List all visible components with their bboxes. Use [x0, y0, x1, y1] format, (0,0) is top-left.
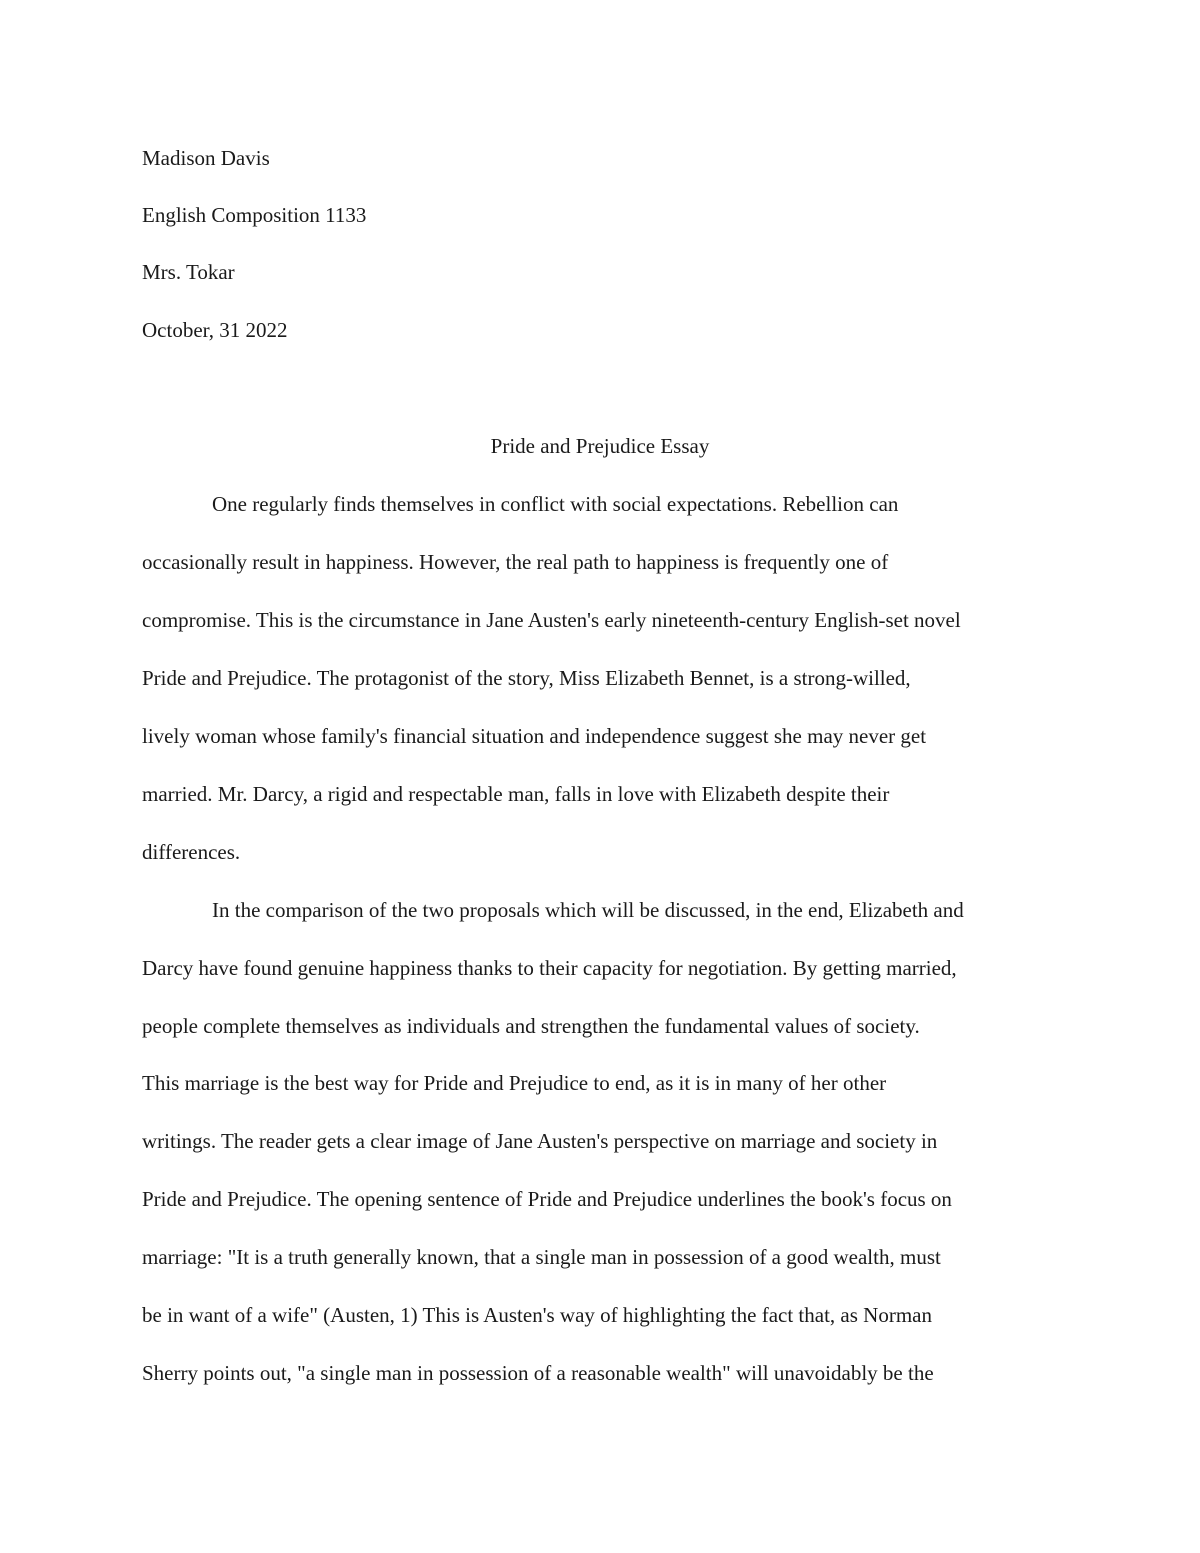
paragraph-line: Darcy have found genuine happiness thanks to their capacity for negotiation. By getting married, [142, 956, 957, 980]
paragraph-line: married. Mr. Darcy, a rigid and respectable man, falls in love with Elizabeth despite their [142, 782, 890, 806]
essay-title: Pride and Prejudice Essay [490, 434, 710, 458]
author-name: Madison Davis [142, 146, 270, 170]
paragraph-line: occasionally result in happiness. However, the real path to happiness is frequently one of [142, 550, 889, 574]
instructor-name: Mrs. Tokar [142, 260, 235, 284]
paragraph-line: Pride and Prejudice. The opening sentence of Pride and Prejudice underlines the book's focus on [142, 1187, 952, 1211]
paragraph-line: be in want of a wife" (Austen, 1) This is Austen's way of highlighting the fact that, as Norman [142, 1303, 932, 1327]
paragraph-line: lively woman whose family's financial situation and independence suggest she may never get [142, 724, 927, 748]
paragraph-line: compromise. This is the circumstance in Jane Austen's early nineteenth-century English-set novel [142, 608, 961, 632]
essay-date: October, 31 2022 [142, 318, 288, 342]
course-name: English Composition 1133 [142, 203, 367, 227]
paragraph-line: Sherry points out, "a single man in possession of a reasonable wealth" will unavoidably be the [142, 1361, 934, 1385]
paragraph-line: In the comparison of the two proposals which will be discussed, in the end, Elizabeth and [212, 898, 964, 922]
paragraph-line: Pride and Prejudice. The protagonist of the story, Miss Elizabeth Bennet, is a strong-willed, [142, 666, 911, 690]
paragraph-line: writings. The reader gets a clear image of Jane Austen's perspective on marriage and society in [142, 1129, 938, 1153]
paragraph-line: marriage: "It is a truth generally known, that a single man in possession of a good wealth, must [142, 1245, 941, 1269]
paragraph-line: This marriage is the best way for Pride and Prejudice to end, as it is in many of her other [142, 1071, 887, 1095]
paragraph-line: differences. [142, 840, 241, 864]
paragraph-line: One regularly finds themselves in conflict with social expectations. Rebellion can [212, 492, 899, 516]
paragraph-line: people complete themselves as individuals and strengthen the fundamental values of society. [142, 1014, 920, 1038]
